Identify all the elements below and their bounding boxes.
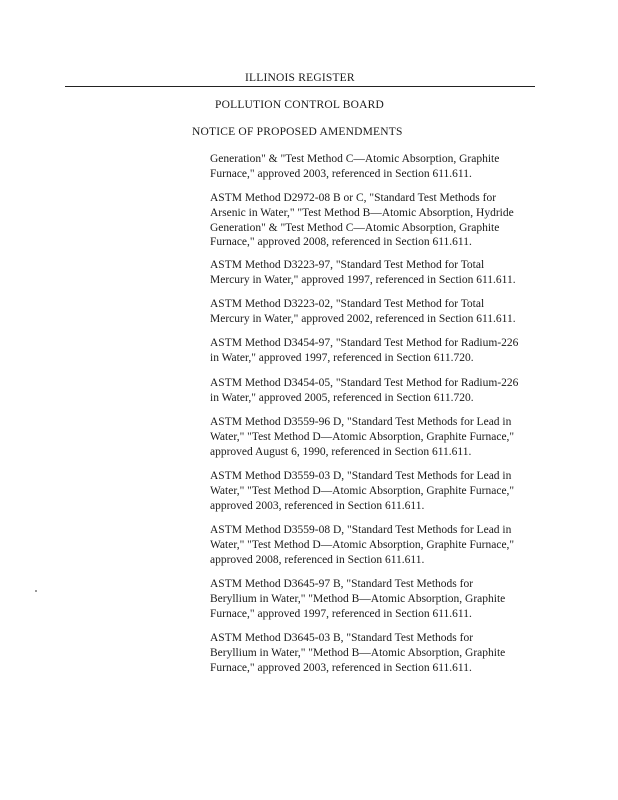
board-name: POLLUTION CONTROL BOARD — [215, 99, 385, 111]
reference-entry: ASTM Method D3559-03 D, "Standard Test Methods for Lead in Water," "Test Method D—Atomic Absorption, Graphite Furnace," approved 2003, referenced in Section 611.611. — [210, 470, 515, 512]
reference-entry: ASTM Method D3223-97, "Standard Test Method for Total Mercury in Water," approved 1997, referenced in Section 611.611. — [210, 259, 516, 286]
reference-entry: ASTM Method D2972-08 B or C, "Standard Test Methods for Arsenic in Water," "Test Method B—Atomic Absorption, Hydride Generation" & "Test Method C—Atomic Absorption, Graphite Furnace," approved 2008, referenced in Section 611.611. — [210, 192, 514, 249]
scan-speck — [35, 590, 37, 592]
reference-entry: ASTM Method D3223-02, "Standard Test Method for Total Mercury in Water," approved 2002, referenced in Section 611.611. — [210, 298, 516, 325]
reference-entry: Generation" & "Test Method C—Atomic Absorption, Graphite Furnace," approved 2003, referenced in Section 611.611. — [210, 153, 500, 180]
reference-entry: ASTM Method D3559-96 D, "Standard Test Methods for Lead in Water," "Test Method D—Atomic Absorption, Graphite Furnace," approved August 6, 1990, referenced in Section 611.611. — [210, 416, 515, 458]
reference-entry: ASTM Method D3454-97, "Standard Test Method for Radium-226 in Water," approved 1997, referenced in Section 611.720. — [210, 337, 519, 364]
header-rule — [65, 86, 535, 87]
reference-entry: ASTM Method D3559-08 D, "Standard Test Methods for Lead in Water," "Test Method D—Atomic Absorption, Graphite Furnace," approved 2008, referenced in Section 611.611. — [210, 524, 515, 566]
notice-title: NOTICE OF PROPOSED AMENDMENTS — [192, 126, 403, 138]
register-title: ILLINOIS REGISTER — [245, 72, 355, 84]
reference-entry: ASTM Method D3645-03 B, "Standard Test Methods for Beryllium in Water," "Method B—Atomic Absorption, Graphite Furnace," approved 2003, referenced in Section 611.611. — [210, 632, 506, 674]
reference-entry: ASTM Method D3645-97 B, "Standard Test Methods for Beryllium in Water," "Method B—Atomic Absorption, Graphite Furnace," approved 1997, referenced in Section 611.611. — [210, 578, 506, 620]
reference-entry: ASTM Method D3454-05, "Standard Test Method for Radium-226 in Water," approved 2005, referenced in Section 611.720. — [210, 377, 519, 404]
